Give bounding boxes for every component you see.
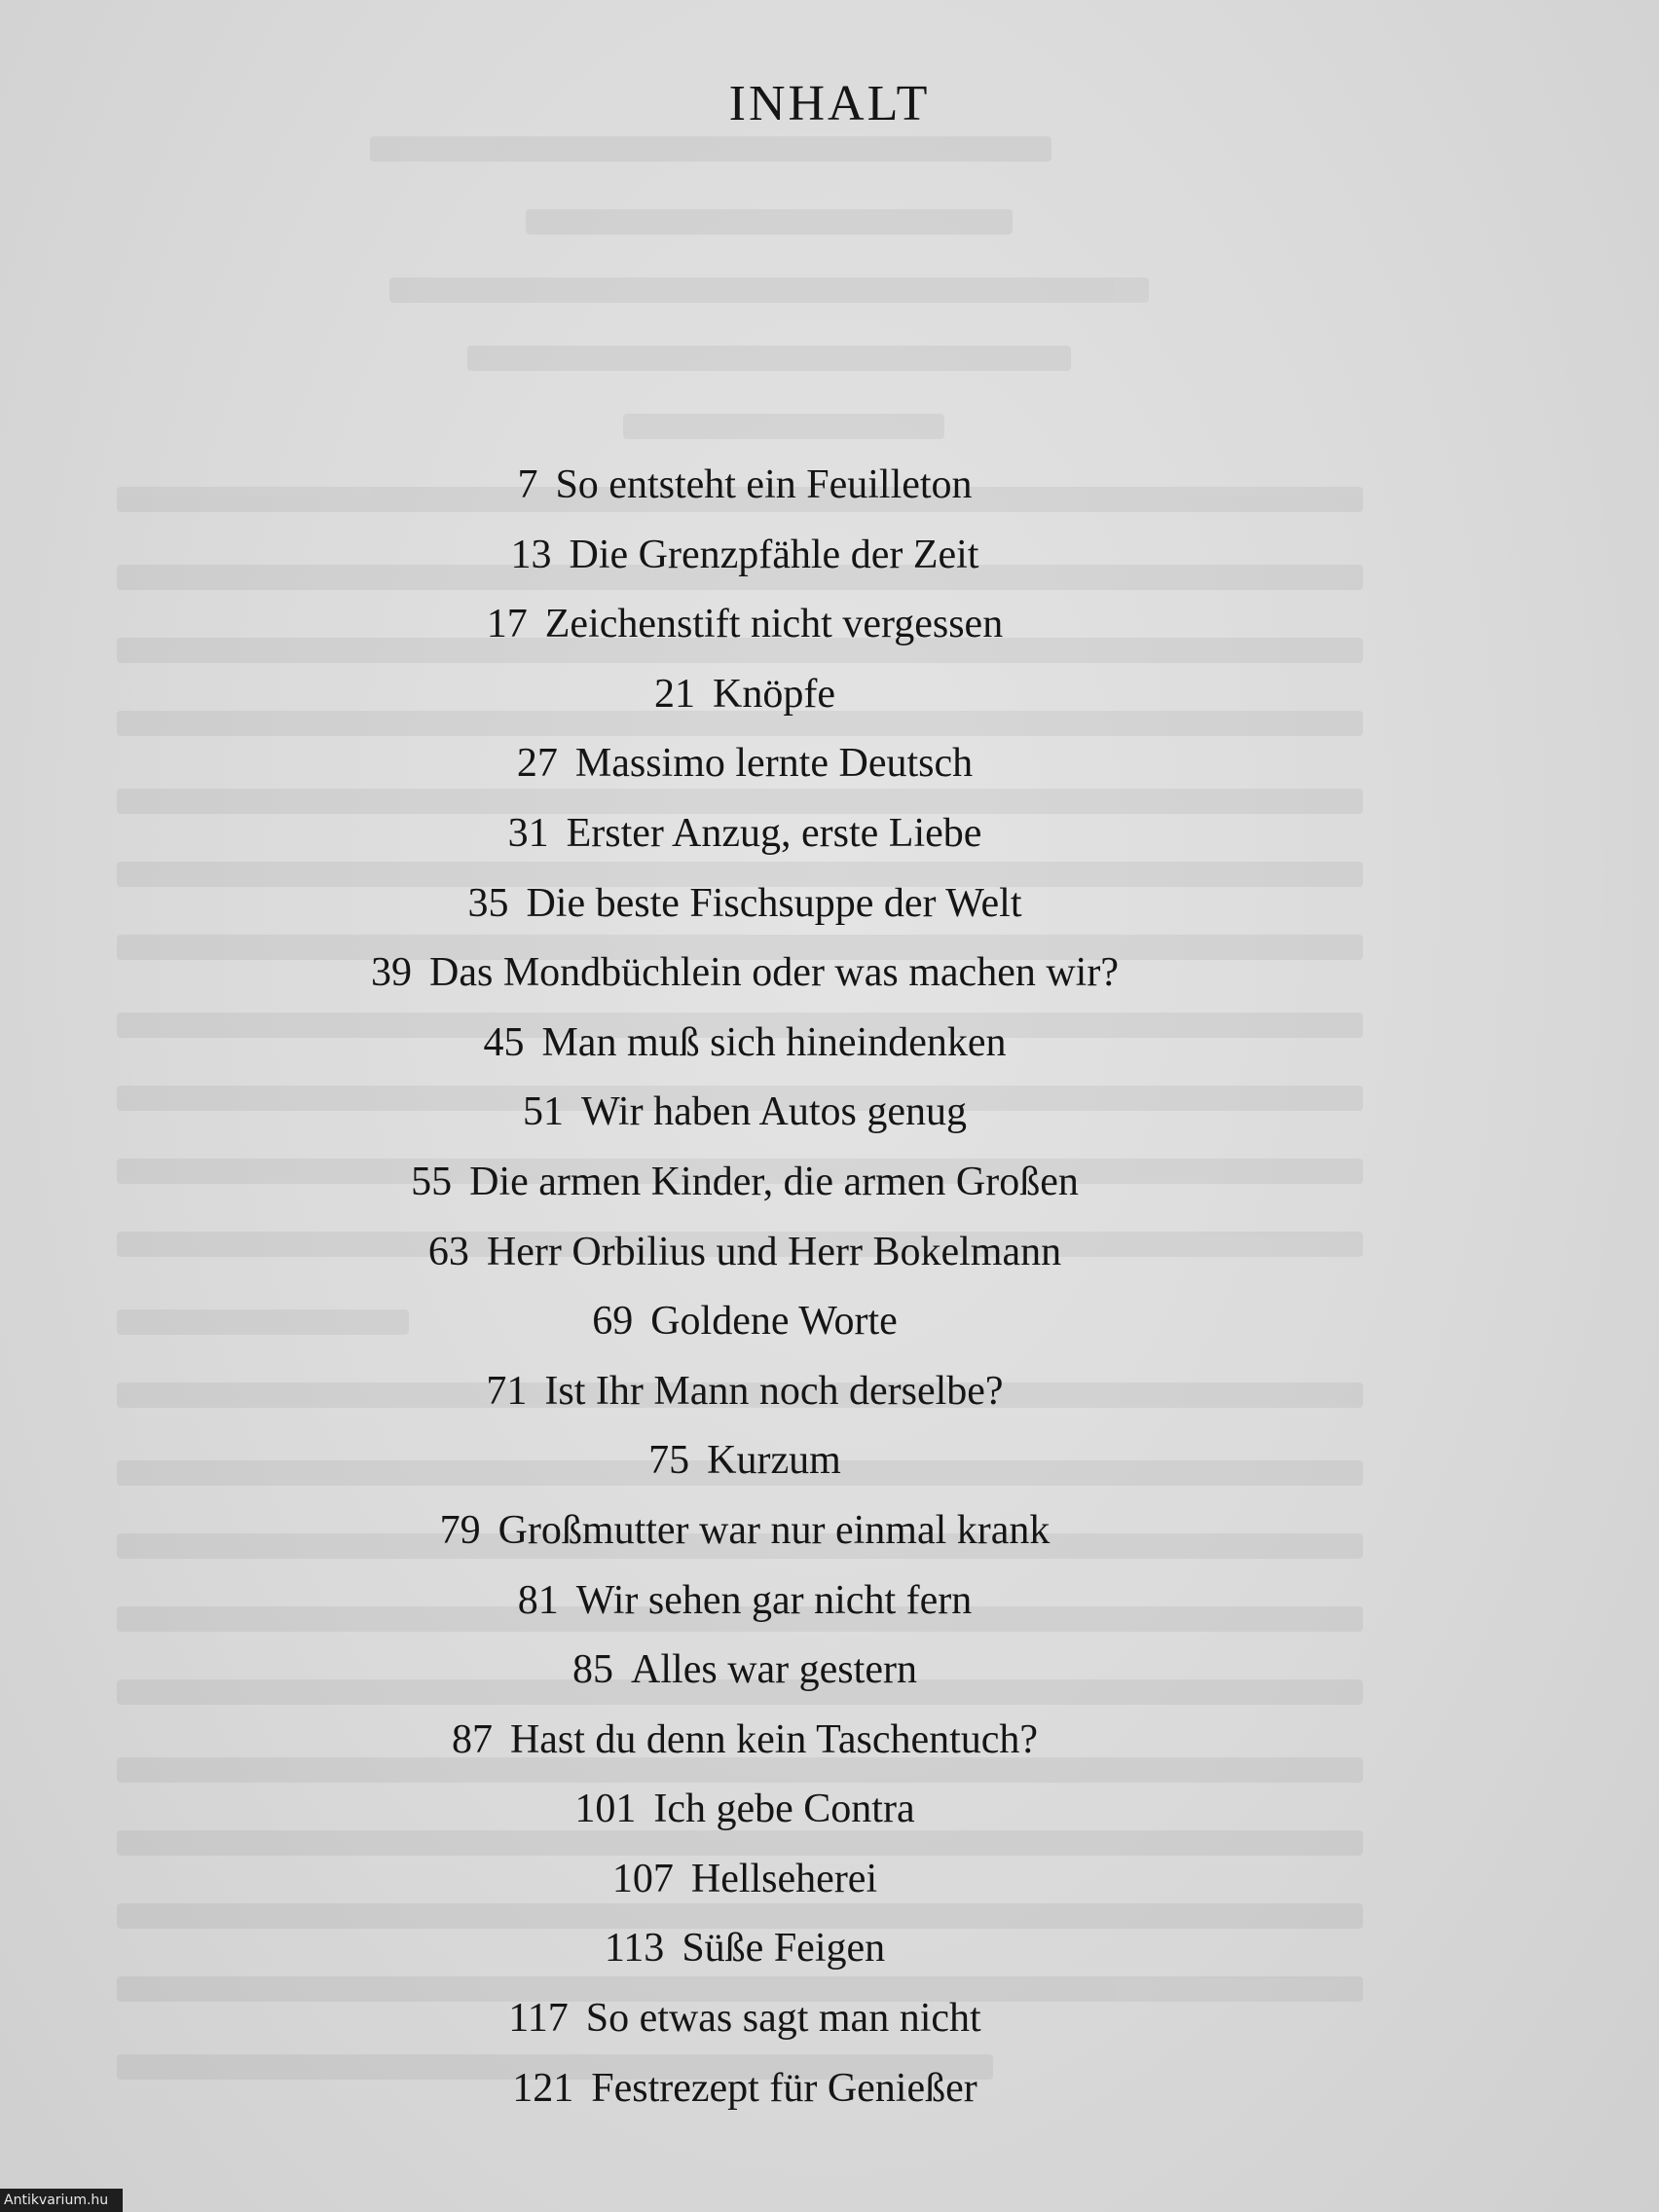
toc-title: Wir sehen gar nicht fern bbox=[575, 1577, 973, 1623]
toc-entry bbox=[0, 1221, 1490, 1291]
toc-entry bbox=[0, 1151, 1490, 1221]
toc-page-number: 55 bbox=[411, 1159, 453, 1204]
toc-page-number: 121 bbox=[512, 2065, 574, 2111]
toc-entry bbox=[0, 1848, 1490, 1918]
toc-page-number: 45 bbox=[483, 1019, 525, 1065]
toc-title: Man muß sich hineindenken bbox=[541, 1019, 1007, 1065]
toc-page-number: 51 bbox=[522, 1089, 564, 1135]
toc-entry bbox=[0, 1429, 1490, 1499]
toc-entry bbox=[0, 1081, 1490, 1151]
toc-title: Wir haben Autos genug bbox=[580, 1089, 968, 1135]
toc-title: Kurzum bbox=[707, 1438, 841, 1484]
toc-entry bbox=[0, 941, 1490, 1012]
toc-entry bbox=[0, 1569, 1490, 1640]
toc-title: Ich gebe Contra bbox=[653, 1787, 915, 1832]
toc-entry bbox=[0, 1012, 1490, 1082]
toc-entry bbox=[0, 454, 1490, 524]
toc-page-number: 81 bbox=[517, 1577, 559, 1623]
toc-page-number: 85 bbox=[572, 1647, 614, 1693]
toc-entry bbox=[0, 1360, 1490, 1430]
toc-title: Ist Ihr Mann noch derselbe? bbox=[544, 1368, 1004, 1414]
toc-title: Großmutter war nur einmal krank bbox=[498, 1507, 1051, 1553]
toc-title: Hellseherei bbox=[690, 1856, 878, 1901]
toc-entry bbox=[0, 802, 1490, 872]
toc-entry bbox=[0, 593, 1490, 663]
toc-title: Herr Orbilius und Herr Bokelmann bbox=[486, 1229, 1062, 1274]
page-title: INHALT bbox=[728, 75, 931, 131]
toc-title: Knöpfe bbox=[713, 671, 835, 717]
toc-page-number: 117 bbox=[508, 1996, 569, 2042]
toc-page-number: 107 bbox=[611, 1856, 674, 1901]
toc-entry bbox=[0, 872, 1490, 942]
toc-page-number: 71 bbox=[486, 1368, 528, 1414]
toc-entry bbox=[0, 1987, 1490, 2057]
toc-entry bbox=[0, 663, 1490, 733]
toc-title: Das Mondbüchlein oder was machen wir? bbox=[429, 950, 1119, 996]
toc-entry bbox=[0, 2057, 1490, 2127]
toc-page-number: 21 bbox=[654, 671, 696, 717]
toc-page-number: 17 bbox=[486, 602, 528, 647]
toc-title: Alles war gestern bbox=[631, 1647, 917, 1693]
toc-page-number: 31 bbox=[507, 810, 549, 856]
toc-page-number: 35 bbox=[467, 880, 509, 926]
toc-page-number: 7 bbox=[517, 462, 538, 507]
toc-entry bbox=[0, 1917, 1490, 1987]
toc-page-number: 101 bbox=[574, 1787, 637, 1832]
toc-page-number: 63 bbox=[427, 1229, 469, 1274]
toc-page-number: 75 bbox=[648, 1438, 690, 1484]
toc-title: Goldene Worte bbox=[650, 1299, 898, 1345]
toc-page-number: 69 bbox=[592, 1299, 634, 1345]
toc-page-number: 27 bbox=[516, 741, 558, 787]
toc-entry bbox=[0, 1290, 1490, 1360]
toc-entry bbox=[0, 524, 1490, 594]
toc-entry bbox=[0, 1709, 1490, 1779]
toc-entry bbox=[0, 732, 1490, 802]
watermark-label: Antikvarium.hu bbox=[0, 2189, 123, 2212]
toc-page-number: 39 bbox=[371, 950, 413, 996]
toc-title: Festrezept für Genießer bbox=[591, 2065, 977, 2111]
toc-page-number: 87 bbox=[451, 1716, 493, 1762]
toc-title: So entsteht ein Feuilleton bbox=[555, 462, 973, 507]
toc-title: Die Grenzpfähle der Zeit bbox=[569, 532, 979, 577]
toc-page-number: 79 bbox=[439, 1507, 481, 1553]
toc-entry bbox=[0, 1639, 1490, 1709]
toc-page-number: 13 bbox=[510, 532, 552, 577]
toc-entry bbox=[0, 1499, 1490, 1569]
toc-title: Die beste Fischsuppe der Welt bbox=[526, 880, 1022, 926]
toc-title: Erster Anzug, erste Liebe bbox=[566, 810, 982, 856]
toc-title: Süße Feigen bbox=[682, 1926, 886, 1972]
toc-title: Zeichenstift nicht vergessen bbox=[544, 602, 1004, 647]
toc-title: Die armen Kinder, die armen Großen bbox=[469, 1159, 1079, 1204]
toc-page-number: 113 bbox=[604, 1926, 665, 1972]
toc-title: Massimo lernte Deutsch bbox=[574, 741, 974, 787]
toc-title: So etwas sagt man nicht bbox=[585, 1996, 981, 2042]
toc-title: Hast du denn kein Taschentuch? bbox=[509, 1716, 1039, 1762]
toc-entry bbox=[0, 1778, 1490, 1848]
table-of-contents bbox=[0, 454, 1490, 2126]
